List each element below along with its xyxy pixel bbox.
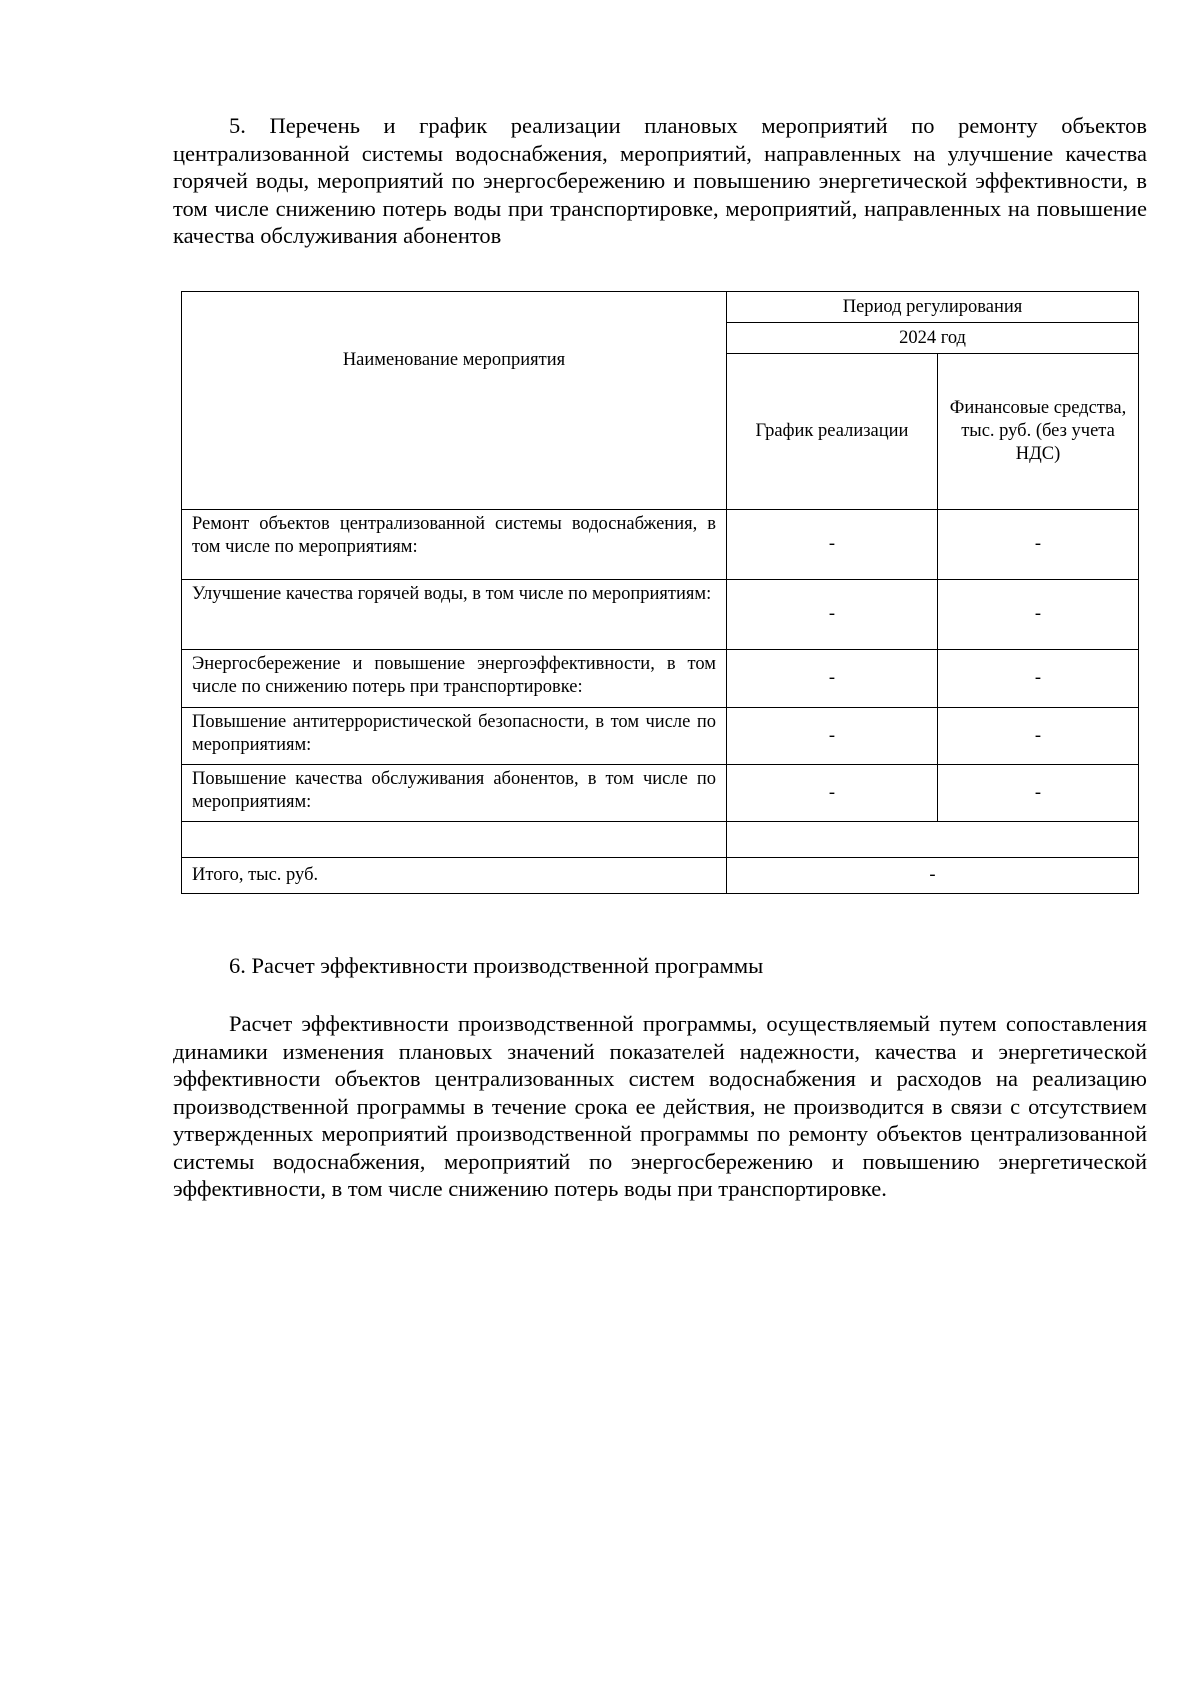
row-name: Повышение антитеррористической безопасности, в том числе по мероприятиям:: [182, 708, 727, 765]
empty-cell: [727, 822, 1139, 858]
header-finance: Финансовые средства, тыс. руб. (без учета НДС): [938, 354, 1139, 510]
total-value: -: [727, 858, 1139, 894]
empty-cell: [182, 822, 727, 858]
table-row: [182, 650, 1139, 708]
row-name: Ремонт объектов централизованной системы водоснабжения, в том числе по мероприятиям:: [182, 510, 727, 580]
total-row: [182, 858, 1139, 894]
row-finance: -: [938, 580, 1139, 650]
row-schedule: -: [727, 708, 938, 765]
table-row: [182, 580, 1139, 650]
activities-table: [181, 291, 1139, 894]
row-name: Улучшение качества горячей воды, в том числе по мероприятиям:: [182, 580, 727, 650]
section-6-text: Расчет эффективности производственной программы, осуществляемый путем сопоставления динамики изменения плановых значений показателей надежности, качества и энергетической эффективности объектов централизованных систем водоснабжения и расходов на реализацию производственной программы в течение срока ее действия, не производится в связи с отсутствием утвержденных мероприятий производственной программы по ремонту объектов централизованной системы водоснабжения, мероприятий по энергосбережению и повышению энергетической эффективности, в том числе снижению потерь воды при транспортировке.: [173, 1011, 1147, 1201]
total-label: Итого, тыс. руб.: [182, 858, 727, 894]
table-row: [182, 708, 1139, 765]
row-name: Энергосбережение и повышение энергоэффективности, в том числе по снижению потерь при транспортировке:: [182, 650, 727, 708]
table-row: [182, 765, 1139, 822]
section-6-heading-block: [173, 952, 1147, 980]
header-activity-name: Наименование мероприятия: [182, 292, 727, 510]
row-finance: -: [938, 650, 1139, 708]
header-period: Период регулирования: [727, 292, 1139, 323]
row-schedule: -: [727, 765, 938, 822]
empty-row: [182, 822, 1139, 858]
row-finance: -: [938, 510, 1139, 580]
row-finance: -: [938, 708, 1139, 765]
row-schedule: -: [727, 510, 938, 580]
header-schedule: График реализации: [727, 354, 938, 510]
section-6-body: [173, 1010, 1147, 1203]
row-schedule: -: [727, 580, 938, 650]
row-name: Повышение качества обслуживания абонентов, в том числе по мероприятиям:: [182, 765, 727, 822]
row-schedule: -: [727, 650, 938, 708]
section-5-title: 5. Перечень и график реализации плановых мероприятий по ремонту объектов централизованной системы водоснабжения, мероприятий, направленных на улучшение качества горячей воды, мероприятий по энергосбережению и повышению энергетической эффективности, в том числе снижению потерь воды при транспортировке, мероприятий, направленных на повышение качества обслуживания абонентов: [173, 113, 1147, 248]
section-5: [173, 112, 1147, 250]
row-finance: -: [938, 765, 1139, 822]
table-row: [182, 510, 1139, 580]
header-year: 2024 год: [727, 323, 1139, 354]
section-6-title: 6. Расчет эффективности производственной программы: [229, 953, 764, 978]
